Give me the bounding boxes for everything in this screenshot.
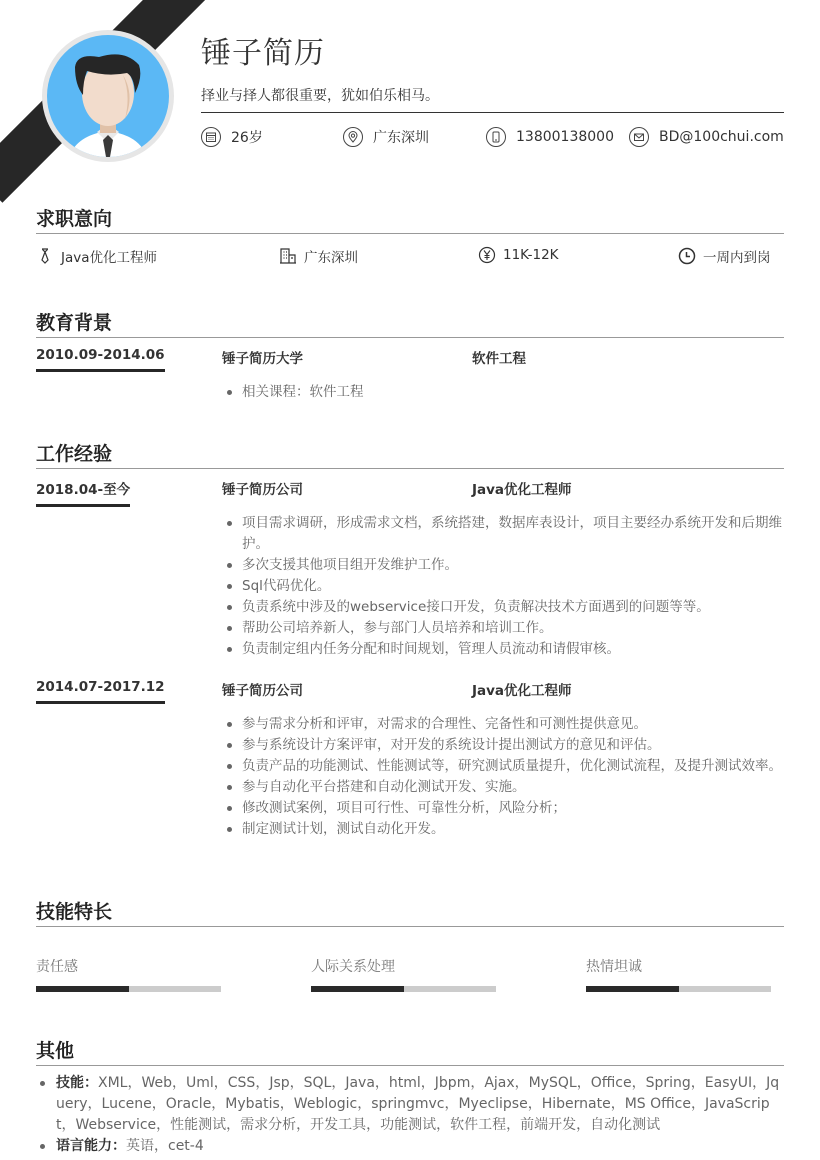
list-item: 负责产品的功能测试、性能测试等，研究测试质量提升，优化测试流程，及提升测试效率。 bbox=[222, 756, 782, 777]
skill-item bbox=[36, 956, 221, 992]
list-item: 制定测试计划，测试自动化开发。 bbox=[222, 819, 782, 840]
contact-email[interactable] bbox=[629, 127, 784, 147]
work-role-1: Java优化工程师 bbox=[472, 482, 572, 498]
other-list bbox=[36, 1073, 784, 1157]
mail-icon bbox=[629, 127, 649, 147]
section-title-work: 工作经验 bbox=[36, 439, 784, 469]
other-label: 技能： bbox=[56, 1075, 98, 1091]
resume-name: 锤子简历 bbox=[201, 36, 325, 71]
contact-location bbox=[343, 127, 429, 147]
list-item: 项目需求调研，形成需求文档，系统搭建，数据库表设计，项目主要经办系统开发和后期维护。 bbox=[222, 513, 782, 555]
skill-bar-fill bbox=[311, 986, 404, 992]
list-item: 修改测试案例，项目可行性、可靠性分析，风险分析； bbox=[222, 798, 782, 819]
work-date-2: 2014.07-2017.12 bbox=[36, 679, 165, 704]
list-item bbox=[36, 1136, 784, 1157]
list-item: 参与系统设计方案评审，对开发的系统设计提出测试方的意见和评估。 bbox=[222, 735, 782, 756]
other-value: 英语，cet-4 bbox=[126, 1138, 204, 1154]
skill-bar bbox=[311, 986, 496, 992]
list-item: 帮助公司培养新人，参与部门人员培养和培训工作。 bbox=[222, 618, 782, 639]
tie-icon bbox=[36, 247, 54, 265]
list-item: 负责系统中涉及的webservice接口开发，负责解决技术方面遇到的问题等等。 bbox=[222, 597, 782, 618]
work-company-2: 锤子简历公司 bbox=[222, 683, 303, 699]
contact-age-value: 26岁 bbox=[231, 130, 263, 146]
section-title-skills: 技能特长 bbox=[36, 897, 784, 927]
intent-city bbox=[279, 246, 358, 266]
skill-bar-fill bbox=[36, 986, 129, 992]
avatar-person-icon bbox=[47, 35, 169, 157]
skill-bar-fill bbox=[586, 986, 679, 992]
intent-availability bbox=[678, 246, 771, 266]
skill-label: 人际关系处理 bbox=[311, 959, 395, 975]
header-divider bbox=[201, 112, 784, 113]
contact-email-value[interactable]: BD@100chui.com bbox=[659, 129, 784, 145]
list-item: Sql代码优化。 bbox=[222, 576, 782, 597]
avatar bbox=[42, 30, 174, 162]
other-label: 语言能力： bbox=[56, 1138, 126, 1154]
work-details-1 bbox=[222, 513, 782, 660]
list-item bbox=[36, 1073, 784, 1136]
intent-salary bbox=[478, 246, 559, 264]
section-title-education: 教育背景 bbox=[36, 308, 784, 338]
list-item: 相关课程：软件工程 bbox=[222, 382, 782, 403]
phone-icon bbox=[486, 127, 506, 147]
skill-bar bbox=[586, 986, 771, 992]
yen-icon bbox=[478, 246, 496, 264]
building-icon bbox=[279, 247, 297, 265]
education-school: 锤子简历大学 bbox=[222, 351, 303, 367]
intent-city-value: 广东深圳 bbox=[304, 250, 358, 266]
intent-salary-value: 11K-12K bbox=[503, 247, 559, 263]
clock-icon bbox=[678, 247, 696, 265]
resume-motto: 择业与择人都很重要，犹如伯乐相马。 bbox=[201, 88, 439, 104]
intent-position-value: Java优化工程师 bbox=[61, 250, 158, 266]
skill-item bbox=[311, 956, 496, 992]
work-role-2: Java优化工程师 bbox=[472, 683, 572, 699]
skill-bar bbox=[36, 986, 221, 992]
intent-position bbox=[36, 246, 157, 266]
job-intent-row bbox=[36, 246, 784, 268]
skill-label: 热情坦诚 bbox=[586, 959, 642, 975]
contact-phone[interactable] bbox=[486, 127, 614, 147]
education-details bbox=[222, 382, 782, 403]
work-details-2 bbox=[222, 714, 782, 840]
work-company-1: 锤子简历公司 bbox=[222, 482, 303, 498]
skill-item bbox=[586, 956, 771, 992]
list-item: 多次支援其他项目组开发维护工作。 bbox=[222, 555, 782, 576]
education-date: 2010.09-2014.06 bbox=[36, 347, 165, 372]
intent-availability-value: 一周内到岗 bbox=[703, 250, 771, 266]
list-item: 参与自动化平台搭建和自动化测试开发、实施。 bbox=[222, 777, 782, 798]
contact-row bbox=[201, 127, 791, 149]
contact-age bbox=[201, 127, 263, 147]
list-item: 参与需求分析和评审，对需求的合理性、完备性和可测性提供意见。 bbox=[222, 714, 782, 735]
skill-label: 责任感 bbox=[36, 959, 78, 975]
education-major: 软件工程 bbox=[472, 351, 526, 367]
contact-phone-value[interactable]: 13800138000 bbox=[516, 129, 614, 145]
section-title-intent: 求职意向 bbox=[36, 204, 784, 234]
calendar-icon bbox=[201, 127, 221, 147]
work-date-1: 2018.04-至今 bbox=[36, 478, 130, 507]
location-icon bbox=[343, 127, 363, 147]
list-item: 负责制定组内任务分配和时间规划，管理人员流动和请假审核。 bbox=[222, 639, 782, 660]
contact-location-value: 广东深圳 bbox=[373, 130, 429, 146]
other-value: XML，Web，Uml，CSS，Jsp，SQL，Java，html，Jbpm，Ajax，MySQL，Office，Spring，EasyUI，Jquery，Lucene，Oracle，Mybatis，Weblogic，springmvc，Myeclipse，Hibernate，MS Office，JavaScript，Webservice，性能测试，需求分析，开发工具，功能测试，软件工程，前端开发，自动化测试 bbox=[56, 1075, 780, 1133]
section-title-other: 其他 bbox=[36, 1036, 784, 1066]
